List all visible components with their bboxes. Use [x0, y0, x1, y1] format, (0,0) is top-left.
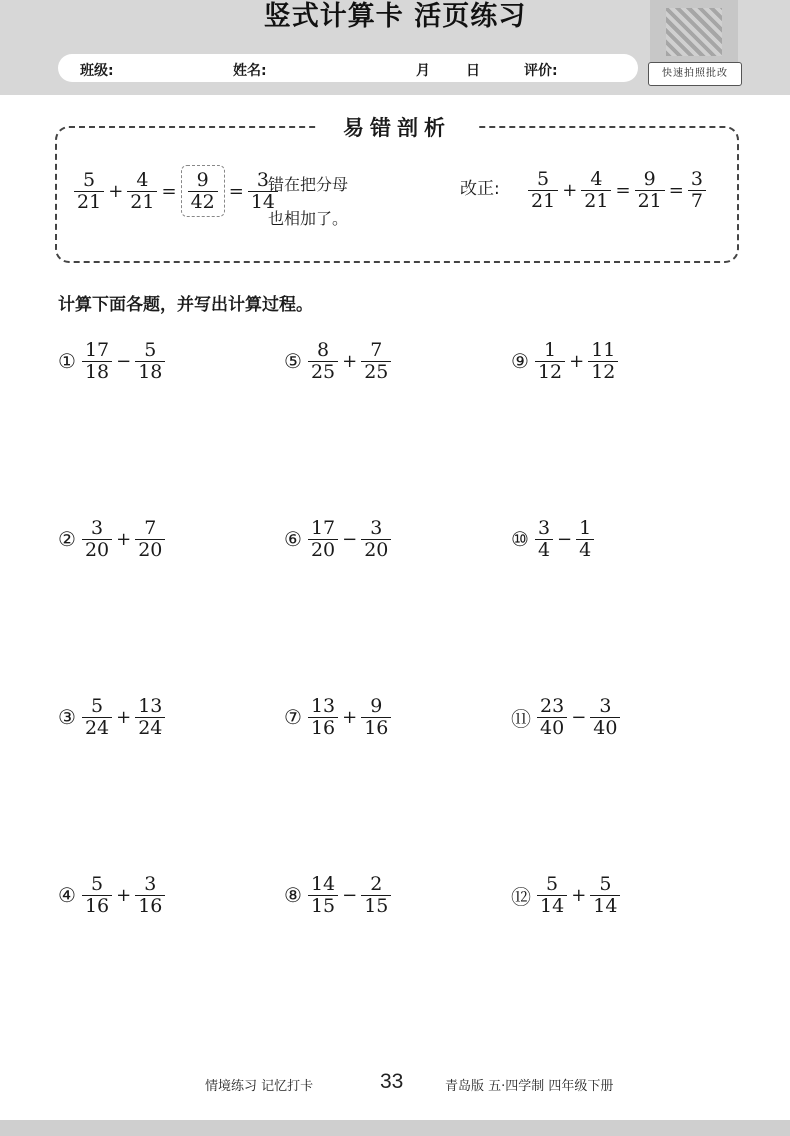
numerator: 13	[310, 695, 336, 717]
numerator: 5	[546, 873, 559, 895]
denominator: 18	[135, 361, 165, 383]
numerator: 5	[537, 168, 550, 190]
denominator: 21	[528, 190, 558, 212]
operator: −	[342, 528, 358, 550]
denominator: 25	[308, 361, 338, 383]
problem-5	[284, 340, 391, 382]
fraction	[537, 874, 567, 916]
problem-number: ⑨	[511, 349, 529, 374]
denominator: 14	[537, 895, 567, 917]
denominator: 16	[361, 717, 391, 739]
fraction	[537, 696, 567, 738]
problem-number: ①	[58, 349, 76, 374]
instruction-text: 计算下面各题，并写出计算过程。	[58, 295, 313, 315]
operator: +	[562, 179, 578, 201]
denominator: 40	[590, 717, 620, 739]
problem-3	[58, 696, 165, 738]
fraction	[588, 340, 618, 382]
numerator: 8	[316, 339, 330, 361]
name-label: 姓名:	[233, 63, 267, 79]
fraction	[361, 874, 391, 916]
numerator: 5	[90, 873, 104, 895]
operator: +	[116, 884, 132, 906]
denominator: 15	[308, 895, 338, 917]
operator: +	[569, 350, 585, 372]
fraction	[82, 518, 112, 560]
denominator: 4	[535, 539, 553, 561]
fraction	[528, 169, 558, 211]
denominator: 16	[135, 895, 165, 917]
problem-8	[284, 874, 391, 916]
fraction	[74, 170, 104, 212]
numerator: 9	[370, 695, 383, 717]
problem-number: ⑪	[511, 706, 531, 731]
numerator: 5	[90, 695, 104, 717]
operator: +	[116, 528, 132, 550]
problem-number: ③	[58, 705, 76, 730]
fraction	[82, 340, 112, 382]
problem-number: ⑩	[511, 527, 529, 552]
numerator: 3	[599, 695, 612, 717]
fraction	[135, 518, 165, 560]
wrong-equation	[74, 165, 278, 217]
operator: =	[668, 179, 684, 201]
denominator: 16	[308, 717, 338, 739]
problem-number: ②	[58, 527, 76, 552]
class-label: 班级:	[80, 63, 114, 79]
wrong-result-highlight	[181, 165, 225, 217]
operator: +	[342, 706, 358, 728]
denominator: 21	[74, 191, 104, 213]
fraction	[188, 170, 218, 212]
fraction	[308, 340, 338, 382]
bottom-edge	[0, 1120, 790, 1136]
operator: −	[342, 884, 358, 906]
numerator: 2	[370, 873, 383, 895]
error-note: 错在把分母 也相加了。	[268, 175, 349, 228]
denominator: 12	[588, 361, 618, 383]
operator: +	[108, 180, 124, 202]
denominator: 16	[82, 895, 112, 917]
problem-number: ⑧	[284, 883, 302, 908]
numerator: 5	[83, 169, 96, 191]
fraction	[361, 696, 391, 738]
problem-4	[58, 874, 165, 916]
denominator: 7	[688, 190, 706, 212]
operator: +	[342, 350, 358, 372]
numerator: 13	[138, 695, 163, 717]
numerator: 7	[370, 339, 383, 361]
numerator: 4	[136, 169, 149, 191]
numerator: 11	[591, 339, 616, 361]
denominator: 24	[135, 717, 165, 739]
fraction	[82, 874, 112, 916]
error-analysis-title: 易错剖析	[317, 113, 477, 143]
denominator: 21	[127, 191, 157, 213]
numerator: 14	[310, 873, 336, 895]
denominator: 4	[576, 539, 594, 561]
numerator: 3	[90, 517, 104, 539]
fraction	[308, 518, 338, 560]
problem-9	[511, 340, 618, 382]
problem-2	[58, 518, 165, 560]
denominator: 25	[361, 361, 391, 383]
fraction	[135, 874, 165, 916]
fraction	[635, 169, 665, 211]
operator: +	[571, 884, 587, 906]
fraction	[82, 696, 112, 738]
fraction	[688, 169, 706, 211]
page-number: 33	[380, 1070, 404, 1093]
operator: −	[557, 528, 573, 550]
page-footer	[0, 1068, 790, 1098]
evaluation-label: 评价:	[524, 63, 558, 79]
page-header	[0, 0, 790, 95]
numerator: 5	[144, 339, 157, 361]
numerator: 9	[643, 168, 656, 190]
fraction	[361, 340, 391, 382]
denominator: 21	[635, 190, 665, 212]
numerator: 3	[690, 168, 703, 190]
denominator: 21	[581, 190, 611, 212]
operator: =	[615, 179, 631, 201]
operator: −	[571, 706, 587, 728]
problem-number: ⑦	[284, 705, 302, 730]
operator: =	[161, 180, 177, 202]
month-label: 月	[416, 63, 430, 79]
denominator: 42	[188, 191, 218, 213]
problem-number: ⑤	[284, 349, 302, 374]
fraction	[127, 170, 157, 212]
denominator: 20	[361, 539, 391, 561]
problem-10	[511, 518, 594, 560]
correction-label: 改正:	[460, 179, 500, 199]
numerator: 3	[537, 517, 551, 539]
numerator: 23	[540, 695, 565, 717]
numerator: 9	[196, 169, 209, 191]
numerator: 1	[579, 517, 592, 539]
operator: −	[116, 350, 132, 372]
numerator: 7	[144, 517, 157, 539]
fraction	[135, 696, 165, 738]
denominator: 20	[308, 539, 338, 561]
numerator: 17	[84, 339, 110, 361]
numerator: 1	[543, 339, 557, 361]
problem-7	[284, 696, 391, 738]
problem-12	[511, 874, 620, 916]
denominator: 15	[361, 895, 391, 917]
fraction	[308, 696, 338, 738]
denominator: 20	[135, 539, 165, 561]
correct-equation	[528, 169, 706, 211]
denominator: 20	[82, 539, 112, 561]
fraction	[135, 340, 165, 382]
problem-number: ⑫	[511, 884, 531, 909]
operator: +	[116, 706, 132, 728]
student-info-bar	[58, 54, 638, 82]
numerator: 4	[590, 168, 603, 190]
fraction	[361, 518, 391, 560]
qr-code	[650, 0, 738, 66]
qr-pattern-icon	[666, 8, 722, 56]
denominator: 14	[590, 895, 620, 917]
fraction	[581, 169, 611, 211]
numerator: 3	[370, 517, 383, 539]
fraction	[535, 340, 565, 382]
denominator: 40	[537, 717, 567, 739]
footer-right-text: 青岛版 五·四学制 四年级下册	[445, 1079, 614, 1094]
fraction	[535, 518, 553, 560]
problem-number: ④	[58, 883, 76, 908]
page-title: 竖式计算卡 活页练习	[263, 1, 527, 32]
qr-caption: 快速拍照批改	[648, 62, 742, 86]
denominator: 12	[535, 361, 565, 383]
numerator: 17	[310, 517, 336, 539]
denominator: 14	[248, 191, 278, 213]
problem-1	[58, 340, 165, 382]
problem-number: ⑥	[284, 527, 302, 552]
denominator: 18	[82, 361, 112, 383]
day-label: 日	[466, 63, 480, 79]
problem-6	[284, 518, 391, 560]
numerator: 3	[144, 873, 157, 895]
denominator: 24	[82, 717, 112, 739]
numerator: 5	[599, 873, 612, 895]
fraction	[576, 518, 594, 560]
operator: =	[228, 180, 244, 202]
fraction	[308, 874, 338, 916]
fraction	[590, 696, 620, 738]
fraction	[590, 874, 620, 916]
numerator: 3	[256, 169, 269, 191]
footer-left-text: 情境练习 记忆打卡	[205, 1079, 314, 1094]
problem-11	[511, 696, 620, 738]
